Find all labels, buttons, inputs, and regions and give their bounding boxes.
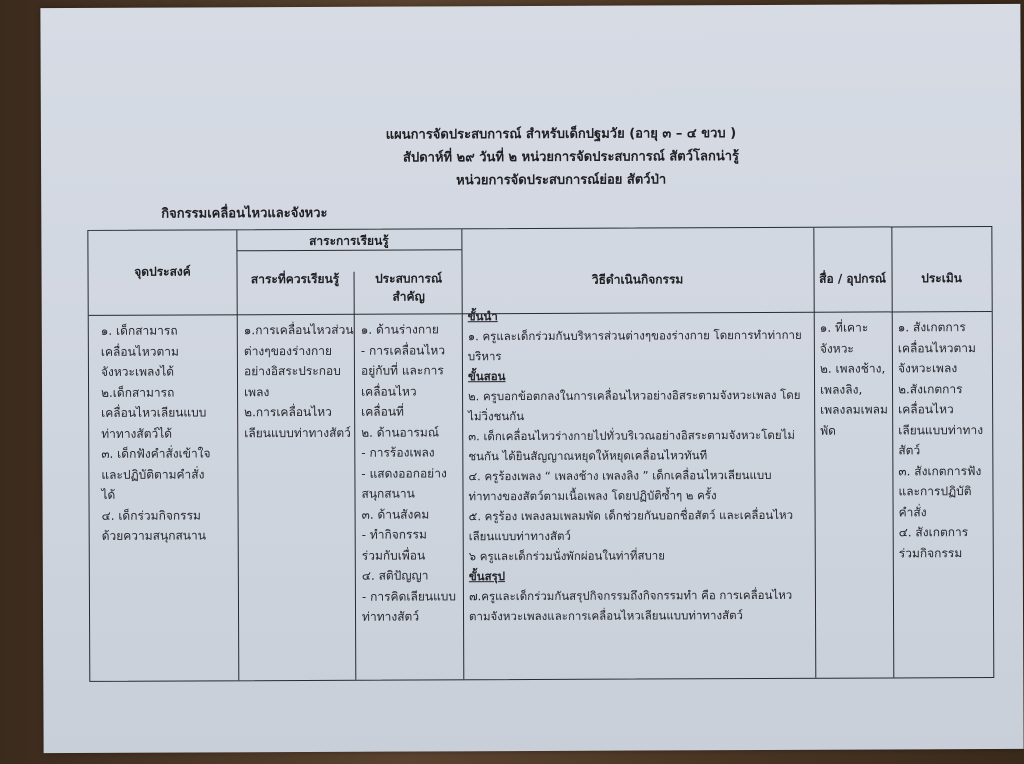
header-key-experience: ประสบการณ์สำคัญ <box>375 271 443 304</box>
evaluation-line: ๒.สังเกตการ <box>898 381 963 396</box>
procedure-line: ตามจังหวะเพลงและการเคลื่อนไหวเลียนแบบท่าทางสัตว์ <box>469 608 744 624</box>
content-line: ๒.การเคลื่อนไหว <box>244 404 332 420</box>
objective-line: ท่าทางสัตว์ได้ <box>101 426 173 441</box>
objective-line: เคลื่อนไหวตาม <box>100 344 179 359</box>
objectives-column <box>101 320 238 546</box>
evaluation-line: เลียนแบบท่าทาง <box>898 422 984 437</box>
objective-line: จังหวะเพลงได้ <box>100 364 175 379</box>
header-procedure: วิธีดำเนินกิจกรรม <box>591 272 684 287</box>
media-line: พัด <box>820 423 836 438</box>
experience-line: ร่วมกับเพื่อน <box>361 547 426 563</box>
procedure-line: ๓. เด็กเคลื่อนไหวร่างกายไปทั่วบริเวณอย่างอิสระตามจังหวะโดยไม่ <box>468 427 795 444</box>
objective-line: และปฏิบัติตามคำสั่ง <box>101 466 205 482</box>
procedure-line: ๖ ครูและเด็กร่วมนั่งพักผ่อนในท่าที่สบาย <box>468 548 665 564</box>
evaluation-column <box>898 317 993 563</box>
evaluation-line: ๔. สังเกตการ <box>898 525 969 540</box>
objective-line: ๔. เด็กร่วมกิจกรรม <box>101 507 201 523</box>
content-line: อย่างอิสระประกอบ <box>243 363 341 379</box>
procedure-line: ๕. ครูร้อง เพลงลมเพลมพัด เด็กช่วยกันบอกชื่อสัตว์ และเคลื่อนไหว <box>468 507 794 524</box>
procedure-line: บริหาร <box>467 349 502 364</box>
evaluation-line: ๑. สังเกตการ <box>897 320 966 335</box>
experience-line: เคลื่อนไหว <box>361 384 417 399</box>
procedure-line: ท่าทางของสัตว์ตามเนื้อเพลง โดยปฏิบัติซ้ำๆ ๒ ครั้ง <box>468 488 717 504</box>
objective-line: ๒.เด็กสามารถ <box>101 385 175 400</box>
evaluation-line: สัตว์ <box>898 443 921 458</box>
intro-heading: ขั้นนำ <box>467 309 498 324</box>
evaluation-line: และการปฏิบัติ <box>898 484 972 499</box>
media-line: ๒. เพลงช้าง, <box>819 361 886 376</box>
evaluation-line: เคลื่อนไหว <box>898 402 954 417</box>
content-line: ๑.การเคลื่อนไหวส่วน <box>243 322 354 338</box>
experience-line: - การเคลื่อนไหว <box>360 342 446 358</box>
key-experience-column <box>361 319 462 627</box>
document-title: แผนการจัดประสบการณ์ สำหรับเด็กปฐมวัย (อายุ ๓ – ๔ ขวบ ) <box>385 126 737 143</box>
document-subtitle-week: สัปดาห์ที่ ๒๙ วันที่ ๒ หน่วยการจัดประสบการณ์ สัตว์โลกน่ารู้ <box>403 149 740 166</box>
media-column <box>820 317 893 440</box>
header-media: สื่อ / อุปกรณ์ <box>819 271 887 286</box>
procedure-line: ไม่วิ่งชนกัน <box>468 409 525 424</box>
document-page <box>40 4 1023 753</box>
experience-line: - การร้องเพลง <box>361 445 435 460</box>
experience-line: ๒. ด้านอารมณ์ <box>361 424 439 440</box>
procedure-column <box>468 305 813 626</box>
experience-line: ๔. สติปัญญา <box>361 568 429 583</box>
evaluation-line: จังหวะเพลง <box>897 361 958 376</box>
media-line: จังหวะ <box>819 341 854 356</box>
procedure-line: ชนกัน ได้ยินสัญญาณหยุดให้หยุดเคลื่อนไหวทันที <box>468 448 708 464</box>
evaluation-line: ๓. สังเกตการฟัง <box>898 463 982 478</box>
procedure-line: ๒. ครูบอกข้อตกลงในการเคลื่อนไหวอย่างอิสระตามจังหวะเพลง โดย <box>468 387 801 404</box>
header-objectives: จุดประสงค์ <box>134 264 191 279</box>
content-to-learn-column <box>244 320 357 443</box>
document-subtitle-unit: หน่วยการจัดประสบการณ์ย่อย สัตว์ป่า <box>456 172 667 189</box>
experience-line: - ทำกิจกรรม <box>361 527 427 542</box>
activity-title: กิจกรรมเคลื่อนไหวและจังหวะ <box>161 205 328 222</box>
evaluation-line: ร่วมกิจกรรม <box>898 545 963 560</box>
header-evaluation: ประเมิน <box>921 271 962 286</box>
lesson-plan-table <box>87 226 994 682</box>
experience-line: อยู่กับที่ และการ <box>360 363 444 378</box>
procedure-line: ๑. ครูและเด็กร่วมกันบริหารส่วนต่างๆของร่างกาย โดยการทำท่ากาย <box>467 327 802 344</box>
experience-line: - การคิดเลียนแบบ <box>361 588 457 604</box>
objective-line: ๓. เด็กฟังคำสั่งเข้าใจ <box>101 446 211 461</box>
objective-line: ๑. เด็กสามารถ <box>100 323 178 338</box>
objective-line: ด้วยความสนุกสนาน <box>101 528 206 543</box>
evaluation-line: คำสั่ง <box>898 504 927 519</box>
content-line: ต่างๆของร่างกาย <box>243 343 333 358</box>
steps-heading: ขั้นสอน <box>467 369 506 384</box>
experience-line: - แสดงออกอย่าง <box>361 465 447 481</box>
experience-line: ๑. ด้านร่างกาย <box>360 322 439 337</box>
header-learning-content: สาระการเรียนรู้ <box>309 233 389 248</box>
content-line: เพลง <box>244 384 270 399</box>
experience-line: สนุกสนาน <box>361 486 415 501</box>
objective-line: ได้ <box>101 487 116 502</box>
objective-line: เคลื่อนไหวเลียนแบบ <box>101 405 207 420</box>
header-content-to-learn: สาระที่ควรเรียนรู้ <box>250 271 340 287</box>
procedure-line: เลียนแบบท่าทางสัตว์ <box>468 528 571 544</box>
media-line: เพลงลมเพลม <box>820 402 888 417</box>
experience-line: เคลื่อนที่ <box>361 404 404 419</box>
media-line: ๑. ที่เคาะ <box>819 320 869 335</box>
procedure-line: ๔. ครูร้องเพลง “ เพลงช้าง เพลงลิง ” เด็กเคลื่อนไหวเลียนแบบ <box>468 467 772 484</box>
media-line: เพลงลิง, <box>820 382 863 397</box>
content-line: เลียนแบบท่าทางสัตว์ <box>244 425 351 440</box>
summary-heading: ขั้นสรุป <box>468 569 506 584</box>
experience-line: ท่าทางสัตว์ <box>362 609 420 624</box>
evaluation-line: เคลื่อนไหวตาม <box>897 340 976 355</box>
experience-line: ๓. ด้านสังคม <box>361 506 430 522</box>
procedure-line: ๗.ครูและเด็กร่วมกันสรุปกิจกรรมถึงกิจกรรมทำ คือ การเคลื่อนไหว <box>468 587 793 604</box>
